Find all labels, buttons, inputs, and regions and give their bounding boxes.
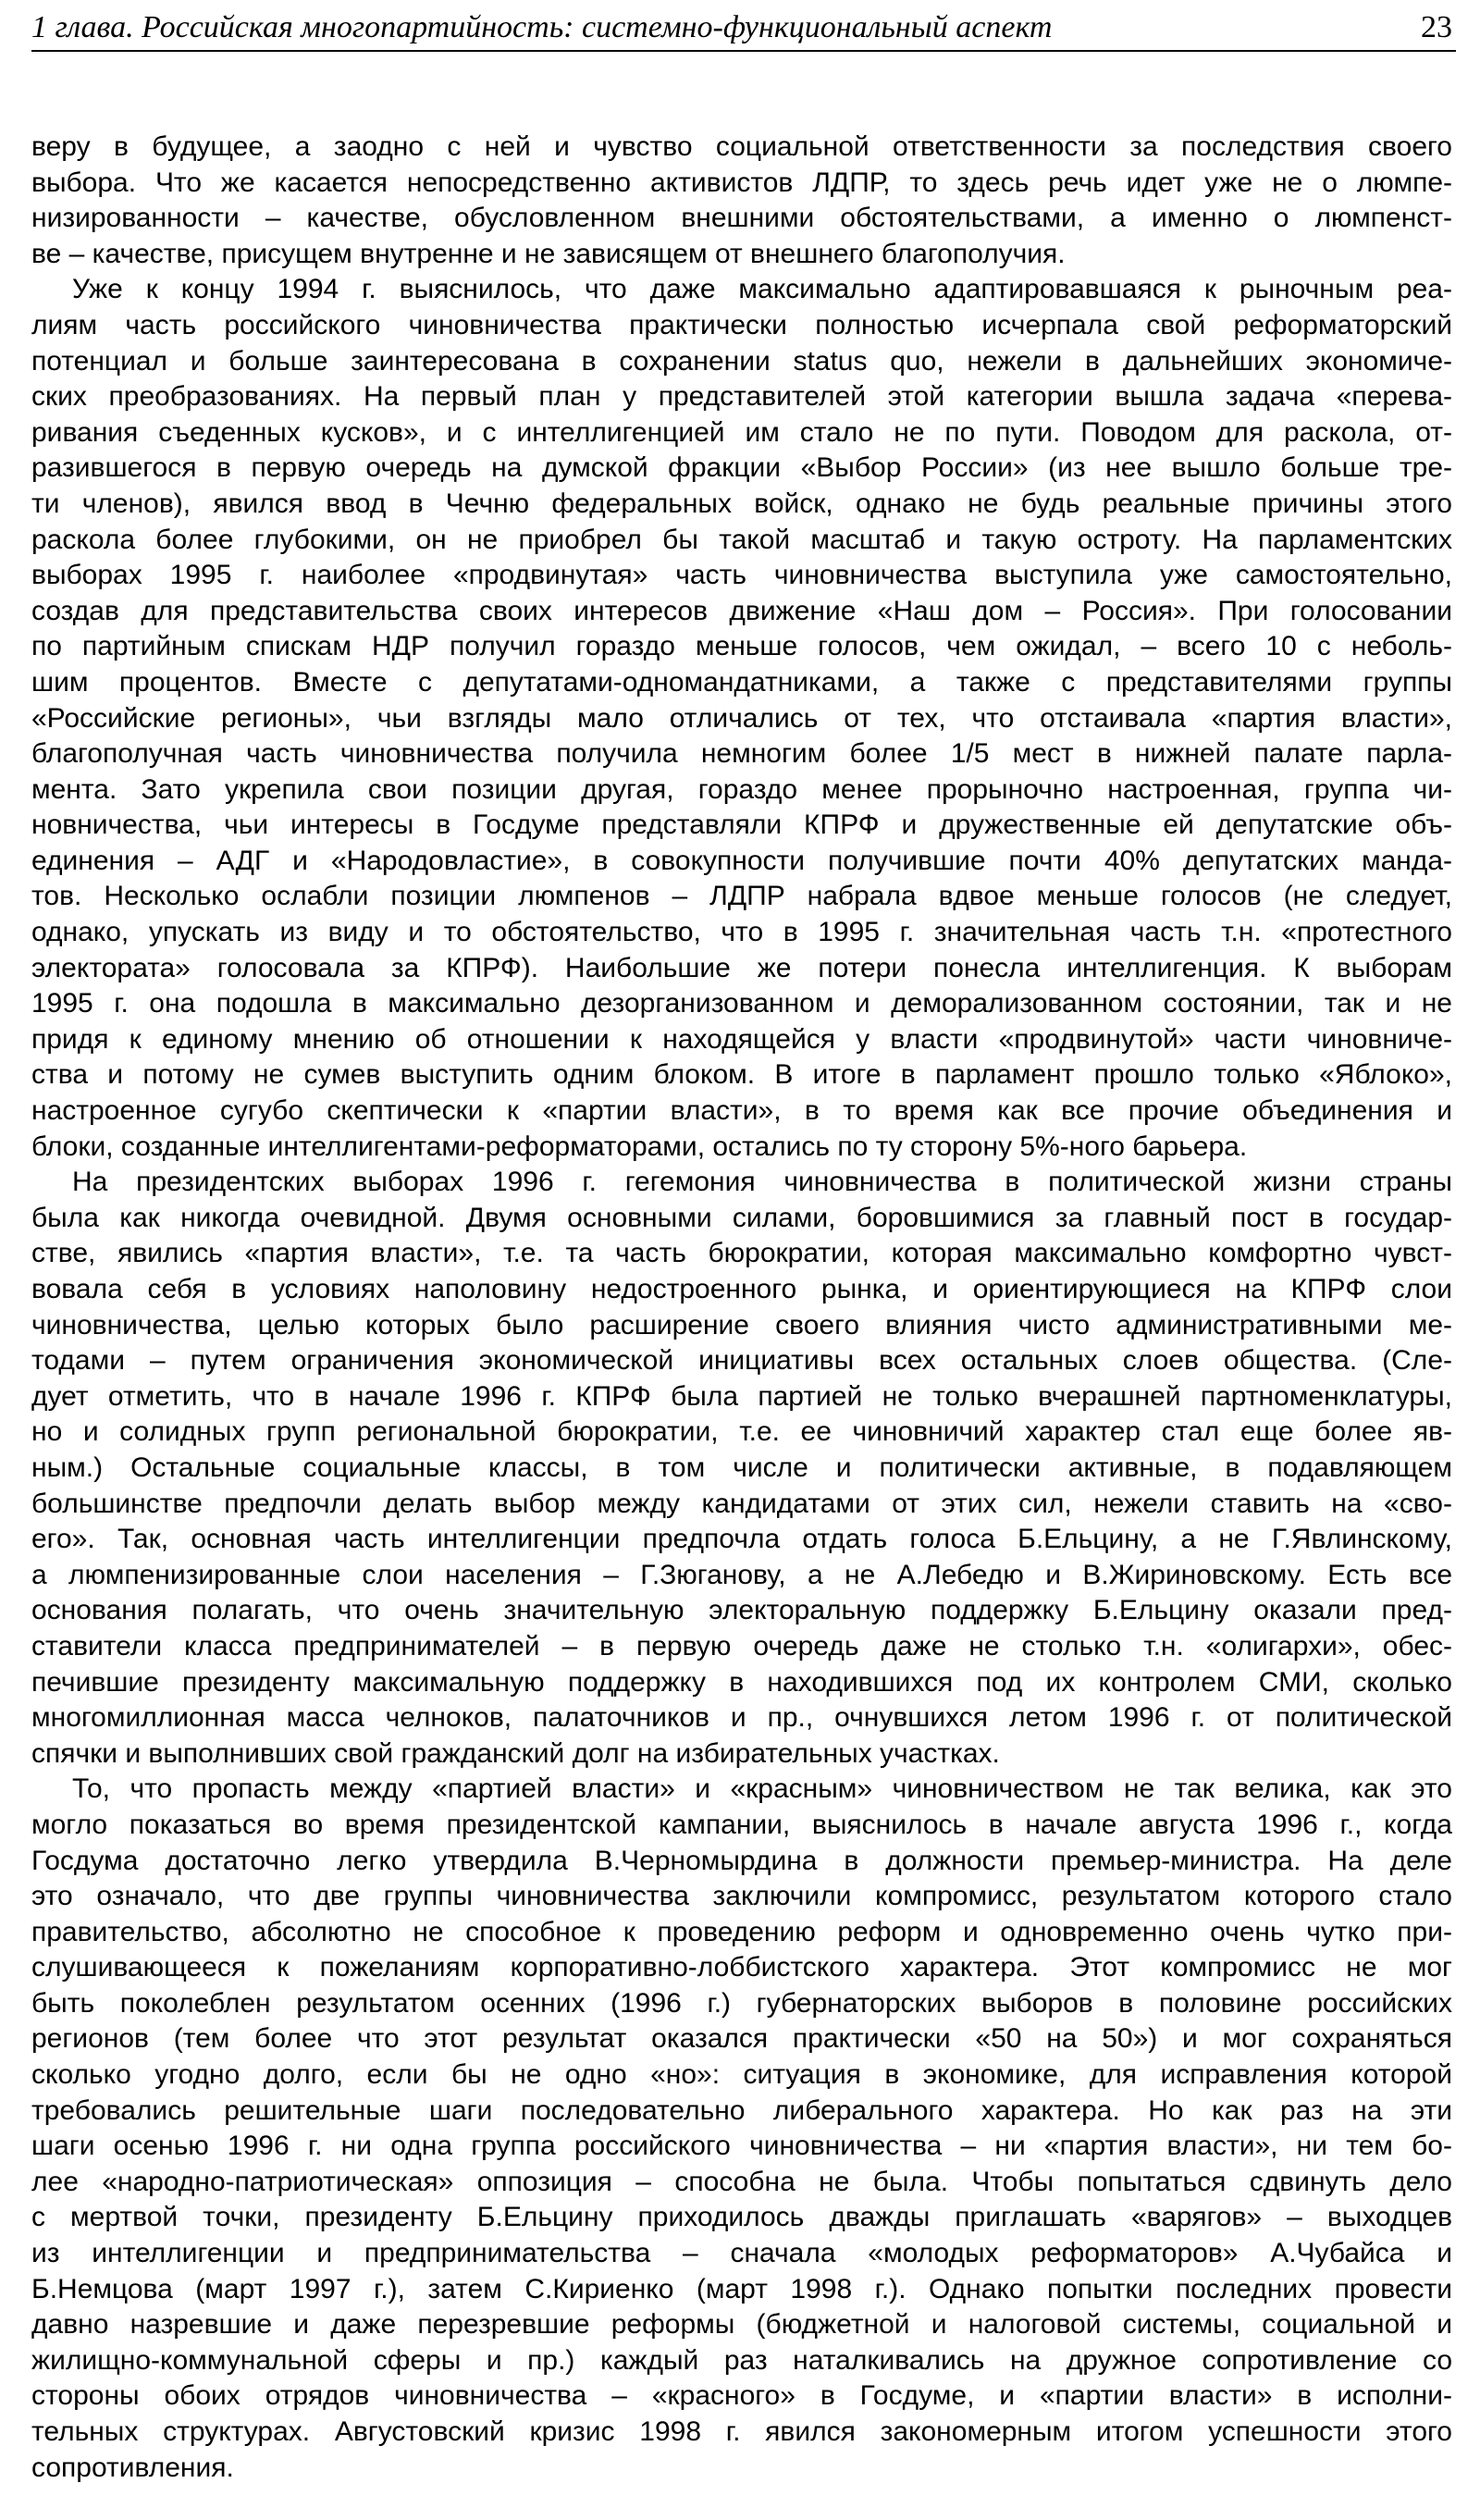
text-line: потенциал и больше заинтересована в сохранении status quo, нежели в дальнейших экономиче- xyxy=(31,345,1452,377)
text-line: То, что пропасть между «партией власти» и «красным» чиновничеством не так велика, как это xyxy=(72,1773,1452,1805)
text-line: ве – качестве, присущем внутренне и не зависящем от внешнего благополучия. xyxy=(31,238,1066,269)
text-line: дует отметить, что в начале 1996 г. КПРФ была партией не только вчерашней партноменклатуры, xyxy=(31,1380,1452,1412)
running-header xyxy=(31,6,1452,52)
text-line: выборах 1995 г. наиболее «продвинутая» часть чиновничества выступила уже самостоятельно, xyxy=(31,560,1452,591)
text-line: спячки и выполнивших свой гражданский долг на избирательных участках. xyxy=(31,1737,1000,1769)
text-line: Б.Немцова (март 1997 г.), затем С.Кириенко (март 1998 г.). Однако попытки последних провести xyxy=(31,2273,1452,2304)
text-line: Госдума достаточно легко утвердила В.Черномырдина в должности премьер-министра. На деле xyxy=(31,1845,1452,1876)
text-line: низированности – качестве, обусловленном внешними обстоятельствами, а именно о люмпенст- xyxy=(31,203,1452,234)
text-line: его». Так, основная часть интеллигенции предпочла отдать голоса Б.Ельцину, а не Г.Явлинскому, xyxy=(31,1524,1452,1555)
text-line: разившегося в первую очередь на думской фракции «Выбор России» (из нее вышло больше тре- xyxy=(31,452,1452,484)
body-text xyxy=(31,130,1452,2486)
text-line: многомиллионная масса челноков, палаточников и пр., очнувшихся летом 1996 г. от политической xyxy=(31,1702,1452,1734)
text-line: шим процентов. Вместе с депутатами-одномандатниками, а также с представителями группы xyxy=(31,666,1452,698)
text-line: шаги осенью 1996 г. ни одна группа российского чиновничества – ни «партия власти», ни тем бо- xyxy=(31,2131,1452,2162)
text-line: была как никогда очевидной. Двумя основными силами, боровшимися за главный пост в государ- xyxy=(31,1202,1452,1233)
text-line: единения – АДГ и «Народовластие», в совокупности получившие почти 40% депутатских манда- xyxy=(31,845,1452,876)
text-line: мента. Зато укрепила свои позиции другая, гораздо менее прорыночно настроенная, группа чи- xyxy=(31,773,1452,805)
text-line: лиям часть российского чиновничества практически полностью исчерпала свой реформаторский xyxy=(31,309,1452,340)
text-line: ставители класса предпринимателей – в первую очередь даже не столько т.н. «олигархи», обес- xyxy=(31,1630,1452,1661)
text-line: а люмпенизированные слои населения – Г.Зюганову, а не А.Лебедю и В.Жириновскому. Есть все xyxy=(31,1559,1452,1590)
text-line: 1995 г. она подошла в максимально дезорганизованном и деморализованном состоянии, так и не xyxy=(31,988,1452,1019)
paragraph xyxy=(31,1772,1452,2486)
text-line: настроенное сугубо скептически к «партии власти», в то время как все прочие объединения и xyxy=(31,1095,1452,1127)
text-line: стороны обоих отрядов чиновничества – «красного» в Госдуме, и «партии власти» в исполни- xyxy=(31,2380,1452,2412)
text-line: слушивающееся к пожеланиям корпоративно-лоббистского характера. Этот компромисс не мог xyxy=(31,1952,1452,1983)
text-line: тодами – путем ограничения экономической инициативы всех остальных слоев общества. (Сле- xyxy=(31,1345,1452,1377)
text-line: но и солидных групп региональной бюрократии, т.е. ее чиновничий характер стал еще более яв- xyxy=(31,1416,1452,1448)
text-line: вовала себя в условиях наполовину недостроенного рынка, и ориентирующиеся на КПРФ слои xyxy=(31,1274,1452,1304)
text-line: стве, явились «партия власти», т.е. та часть бюрократии, которая максимально комфортно чувст- xyxy=(31,1238,1452,1269)
text-line: ривания съеденных кусков», и с интеллигенцией им стало не по пути. Поводом для раскола, от- xyxy=(31,416,1452,448)
text-line: правительство, абсолютно не способное к проведению реформ и одновременно очень чутко при- xyxy=(31,1916,1452,1947)
text-line: чиновничества, целью которых было расширение своего влияния чисто административными ме- xyxy=(31,1309,1452,1340)
text-line: раскола более глубокими, он не приобрел бы такой масштаб и такую остроту. На парламентских xyxy=(31,524,1452,555)
text-line: из интеллигенции и предпринимательства – сначала «молодых реформаторов» А.Чубайса и xyxy=(31,2238,1452,2269)
text-line: блоки, созданные интеллигентами-реформаторами, остались по ту сторону 5%-ного барьера. xyxy=(31,1130,1248,1162)
text-line: большинстве предпочли делать выбор между кандидатами от этих сил, нежели ставить на «сво- xyxy=(31,1488,1452,1519)
text-line: однако, упускать из виду и то обстоятельство, что в 1995 г. значительная часть т.н. «протестного xyxy=(31,917,1452,948)
text-line: благополучная часть чиновничества получила немногим более 1/5 мест в нижней палате парла- xyxy=(31,738,1452,770)
text-line: по партийным спискам НДР получил гораздо меньше голосов, чем ожидал, – всего 10 с неболь- xyxy=(31,631,1452,662)
header-divider xyxy=(31,50,1456,52)
text-line: основания полагать, что очень значительную электоральную поддержку Б.Ельцину оказали пред- xyxy=(31,1595,1452,1626)
text-line: сколько угодно долго, если бы не одно «но»: ситуация в экономике, для исправления которой xyxy=(31,2059,1452,2091)
text-line: тов. Несколько ослабли позиции люмпенов – ЛДПР набрала вдвое меньше голосов (не следует, xyxy=(31,881,1452,912)
text-line: «Российские регионы», чьи взгляды мало отличались от тех, что отстаивала «партия власти», xyxy=(31,702,1452,734)
text-line: Уже к концу 1994 г. выяснилось, что даже максимально адаптировавшаяся к рыночным реа- xyxy=(72,274,1452,305)
text-line: электората» голосовала за КПРФ). Наибольшие же потери понесла интеллигенция. К выборам xyxy=(31,952,1452,983)
text-line: могло показаться во время президентской кампании, выяснилось в начале августа 1996 г., когда xyxy=(31,1809,1452,1840)
text-line: выбора. Что же касается непосредственно активистов ЛДПР, то здесь речь идет уже не о люмпе- xyxy=(31,167,1452,198)
text-line: ства и потому не сумев выступить одним блоком. В итоге в парламент прошло только «Яблоко», xyxy=(31,1059,1452,1091)
text-line: сопротивления. xyxy=(31,2452,234,2483)
text-line: печившие президенту максимальную поддержку в находившихся под их контролем СМИ, сколько xyxy=(31,1666,1452,1698)
page-number: 23 xyxy=(1421,10,1452,44)
text-line: быть поколеблен результатом осенних (1996 г.) губернаторских выборов в половине российских xyxy=(31,1987,1452,2019)
text-line: требовались решительные шаги последовательно либерального характера. Но как раз на эти xyxy=(31,2094,1452,2126)
paragraph xyxy=(31,1165,1452,1772)
chapter-title: 1 глава. Российская многопартийность: системно-функциональный аспект xyxy=(31,10,1053,44)
text-line: жилищно-коммунальной сферы и пр.) каждый раз наталкивались на дружное сопротивление со xyxy=(31,2344,1452,2376)
text-line: это означало, что две группы чиновничества заключили компромисс, результатом которого стало xyxy=(31,1881,1452,1912)
text-line: создав для представительства своих интересов движение «Наш дом – Россия». При голосовании xyxy=(31,595,1452,626)
text-line: ным.) Остальные социальные классы, в том числе и политически активные, в подавляющем xyxy=(31,1451,1452,1483)
text-line: придя к единому мнению об отношении к находящейся у власти «продвинутой» части чиновниче- xyxy=(31,1023,1452,1055)
text-line: давно назревшие и даже перезревшие реформы (бюджетной и налоговой системы, социальной и xyxy=(31,2309,1452,2341)
text-line: регионов (тем более что этот результат оказался практически «50 на 50») и мог сохраняться xyxy=(31,2023,1452,2055)
text-line: На президентских выборах 1996 г. гегемония чиновничества в политической жизни страны xyxy=(72,1167,1452,1198)
text-line: ти членов), явился ввод в Чечню федеральных войск, однако не будь реальные причины этого xyxy=(31,488,1452,519)
text-line: тельных структурах. Августовский кризис 1998 г. явился закономерным итогом успешности этого xyxy=(31,2416,1452,2447)
paragraph xyxy=(31,130,1452,272)
text-line: ских преобразованиях. На первый план у представителей этой категории вышла задача «перева- xyxy=(31,381,1452,413)
paragraph xyxy=(31,272,1452,1165)
text-line: новничества, чьи интересы в Госдуме представляли КПРФ и дружественные ей депутатские объ- xyxy=(31,809,1452,841)
text-line: веру в будущее, а заодно с ней и чувство социальной ответственности за последствия своего xyxy=(31,131,1452,162)
text-line: лее «народно-патриотическая» оппозиция – способна не была. Чтобы попытаться сдвинуть дело xyxy=(31,2166,1452,2197)
text-line: с мертвой точки, президенту Б.Ельцину приходилось дважды приглашать «варягов» – выходцев xyxy=(31,2202,1452,2233)
